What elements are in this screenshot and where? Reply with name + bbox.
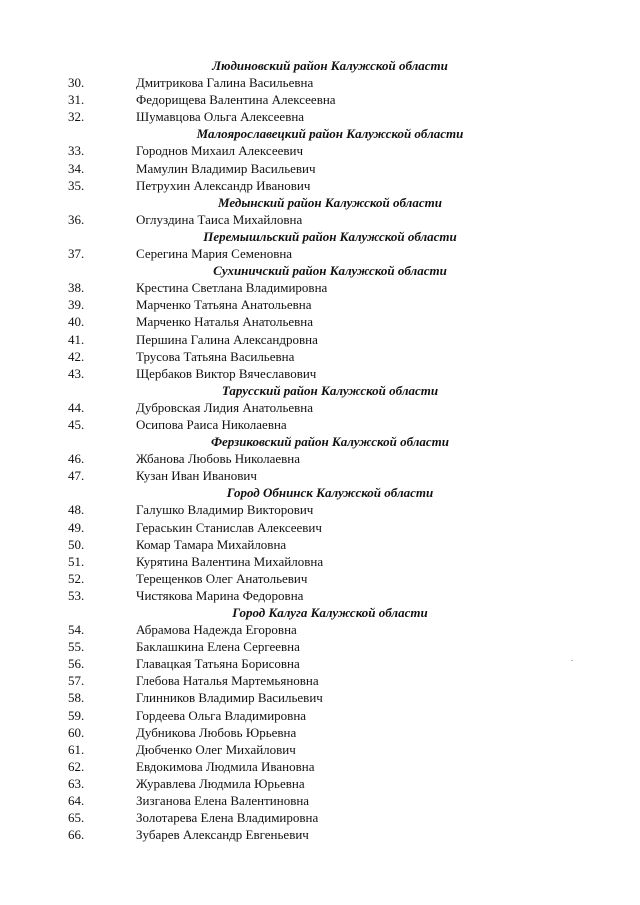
person-name: Трусова Татьяна Васильевна (136, 348, 295, 364)
list-item (0, 399, 640, 416)
list-item (0, 245, 640, 262)
person-name: Глинников Владимир Васильевич (136, 690, 323, 706)
person-name: Зубарев Александр Евгеньевич (136, 827, 309, 843)
list-item (0, 758, 640, 775)
list-item (0, 313, 640, 330)
section-heading: Ферзиковский район Калужской области (210, 434, 450, 450)
item-number: 65. (68, 810, 85, 826)
scan-speck (571, 660, 573, 661)
list-item (0, 570, 640, 587)
list-item (0, 826, 640, 843)
list-item (0, 501, 640, 518)
person-name: Кузан Иван Иванович (136, 468, 257, 484)
person-name: Дюбченко Олег Михайлович (136, 741, 296, 757)
person-name: Евдокимова Людмила Ивановна (136, 758, 315, 774)
list-item (0, 467, 640, 484)
section-heading: Тарусский район Калужской области (221, 382, 439, 398)
item-number: 31. (68, 92, 85, 108)
list-item (0, 792, 640, 809)
item-number: 39. (68, 297, 85, 313)
section-heading: Медынский район Калужской области (218, 194, 442, 210)
section-heading: Город Калуга Калужской области (232, 605, 428, 620)
item-number: 36. (68, 211, 85, 227)
person-name: Гераськин Станислав Алексеевич (136, 519, 322, 535)
person-name: Галушко Владимир Викторович (136, 502, 314, 518)
person-name: Гордеева Ольга Владимировна (136, 707, 307, 723)
item-number: 37. (68, 246, 85, 262)
list-item (0, 638, 640, 655)
list-item (0, 91, 640, 108)
list-item (0, 587, 640, 604)
item-number: 61. (68, 741, 85, 757)
item-number: 43. (68, 365, 85, 381)
list-item (0, 775, 640, 792)
list-item (0, 160, 640, 177)
person-name: Главацкая Татьяна Борисовна (136, 656, 300, 672)
person-name: Городнов Михаил Алексеевич (136, 143, 304, 159)
item-number: 57. (68, 673, 85, 689)
person-name: Жбанова Любовь Николаевна (136, 451, 301, 467)
item-number: 66. (68, 827, 85, 843)
list-item (0, 519, 640, 536)
list-item (0, 365, 640, 382)
list-item (0, 672, 640, 689)
person-name: Осипова Раиса Николаевна (136, 416, 287, 432)
person-name: Золотарева Елена Владимировна (136, 810, 319, 826)
person-name: Марченко Татьяна Анатольевна (136, 297, 312, 313)
item-number: 38. (68, 280, 85, 296)
person-name: Шумавцова Ольга Алексеевна (136, 109, 305, 125)
section-heading: Малоярославецкий район Калужской области (196, 126, 464, 142)
list-item (0, 450, 640, 467)
section-heading: Город Обнинск Калужской области (226, 485, 434, 501)
item-number: 55. (68, 639, 85, 655)
list-item (0, 553, 640, 570)
person-name: Оглуздина Таиса Михайловна (136, 211, 303, 227)
item-number: 34. (68, 160, 85, 176)
person-name: Дубникова Любовь Юрьевна (136, 724, 297, 740)
person-name: Баклашкина Елена Сергеевна (136, 639, 300, 655)
item-number: 33. (68, 143, 85, 159)
person-name: Дубровская Лидия Анатольевна (136, 399, 314, 415)
person-name: Петрухин Александр Иванович (136, 177, 311, 193)
list-item (0, 724, 640, 741)
person-name: Серегина Мария Семеновна (136, 246, 293, 262)
item-number: 52. (68, 570, 85, 586)
person-name: Федорищева Валентина Алексеевна (136, 92, 336, 108)
item-number: 48. (68, 502, 85, 518)
list-item (0, 142, 640, 159)
section-heading: Перемышльский район Калужской области (203, 228, 457, 244)
person-name: Курятина Валентина Михайловна (136, 553, 324, 569)
person-name: Мамулин Владимир Васильевич (136, 160, 316, 176)
person-name: Дмитрикова Галина Васильевна (136, 75, 314, 91)
person-name: Щербаков Виктор Вячеславович (136, 365, 317, 381)
person-name: Журавлева Людмила Юрьевна (136, 775, 305, 791)
person-name: Абрамова Надежда Егоровна (136, 622, 297, 638)
item-number: 51. (68, 553, 85, 569)
item-number: 41. (68, 331, 85, 347)
item-number: 50. (68, 536, 85, 552)
list-item (0, 621, 640, 638)
item-number: 59. (68, 707, 85, 723)
person-name: Чистякова Марина Федоровна (136, 587, 304, 603)
list-item (0, 707, 640, 724)
item-number: 45. (68, 416, 85, 432)
item-number: 40. (68, 314, 85, 330)
list-item (0, 536, 640, 553)
item-number: 64. (68, 793, 85, 809)
list-item (0, 211, 640, 228)
list-item (0, 74, 640, 91)
item-number: 60. (68, 724, 85, 740)
person-name: Комар Тамара Михайловна (136, 536, 287, 552)
list-item (0, 348, 640, 365)
list-item (0, 809, 640, 826)
list-item (0, 689, 640, 706)
award-list (0, 57, 640, 843)
list-item (0, 296, 640, 313)
person-name: Глебова Наталья Мартемьяновна (136, 673, 319, 689)
item-number: 30. (68, 75, 85, 91)
person-name: Крестина Светлана Владимировна (136, 280, 328, 296)
item-number: 54. (68, 622, 85, 638)
item-number: 58. (68, 690, 85, 706)
item-number: 62. (68, 758, 85, 774)
list-item (0, 331, 640, 348)
item-number: 32. (68, 109, 85, 125)
person-name: Терещенков Олег Анатольевич (136, 570, 308, 586)
list-item (0, 177, 640, 194)
item-number: 63. (68, 775, 85, 791)
item-number: 56. (68, 656, 85, 672)
item-number: 53. (68, 587, 85, 603)
item-number: 44. (68, 399, 85, 415)
person-name: Першина Галина Александровна (136, 331, 318, 347)
section-heading: Сухиничский район Калужской области (213, 263, 447, 279)
item-number: 47. (68, 468, 85, 484)
item-number: 46. (68, 451, 85, 467)
item-number: 42. (68, 348, 85, 364)
list-item (0, 655, 640, 672)
section-heading: Людиновский район Калужской области (212, 58, 448, 73)
list-item (0, 279, 640, 296)
list-item (0, 108, 640, 125)
person-name: Марченко Наталья Анатольевна (136, 314, 314, 330)
list-item (0, 416, 640, 433)
person-name: Зизганова Елена Валентиновна (136, 793, 310, 809)
item-number: 49. (68, 519, 85, 535)
list-item (0, 741, 640, 758)
item-number: 35. (68, 177, 85, 193)
